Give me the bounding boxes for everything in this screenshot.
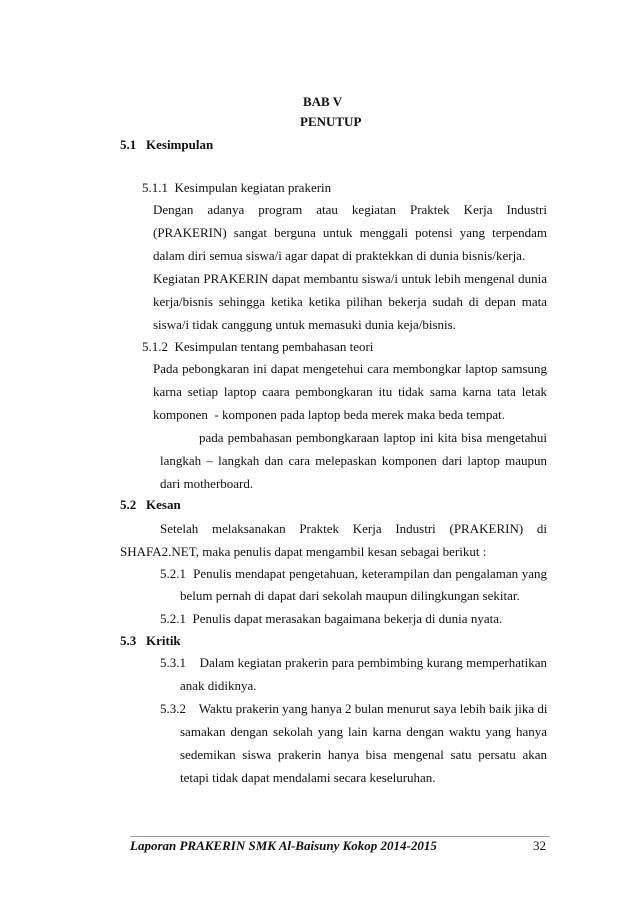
paragraph-line: kerja/bisnis sehingga ketika ketika pilihan bekerja sudah di depan mata xyxy=(153,294,547,309)
paragraph-line: siswa/i tidak canggung untuk memasuki dunia keja/bisnis. xyxy=(153,317,456,332)
paragraph-line: dari motherboard. xyxy=(160,476,254,491)
paragraph-line: Pada pebongkaran ini dapat mengetehui cara membongkar laptop samsung xyxy=(153,361,547,376)
paragraph-line: (PRAKERIN) sangat berguna untuk menggali potensi yang terpendam xyxy=(153,225,547,240)
list-item: 5.2.1 Penulis dapat merasakan bagaimana bekerja di dunia nyata. xyxy=(160,611,503,626)
paragraph-line: langkah – langkah dan cara melepaskan komponen dari laptop maupun xyxy=(160,453,547,468)
list-item-continuation: anak didiknya. xyxy=(180,678,257,693)
list-item-continuation: sedemikan siswa prakerin hanya bisa mengenal satu persatu akan xyxy=(180,747,547,762)
list-item: 5.3.2 Waktu prakerin yang hanya 2 bulan menurut saya lebih baik jika di xyxy=(160,701,548,716)
paragraph-line: Setelah melaksanakan Praktek Kerja Industri (PRAKERIN) di xyxy=(160,521,547,536)
paragraph-line: Dengan adanya program atau kegiatan Praktek Kerja Industri xyxy=(153,202,547,217)
paragraph-line: SHAFA2.NET, maka penulis dapat mengambil kesan sebagai berikut : xyxy=(120,544,487,559)
paragraph-line: karna setiap laptop caara pembongkaran itu tidak sama karna tata letak xyxy=(153,384,547,399)
subsection-heading-5-1-1: 5.1.1 Kesimpulan kegiatan prakerin xyxy=(142,180,332,195)
section-heading-kesimpulan: 5.1 Kesimpulan xyxy=(120,137,214,152)
footer-text: Laporan PRAKERIN SMK Al-Baisuny Kokop 2014-2015 xyxy=(130,838,437,853)
list-item-continuation: samakan dengan sekolah yang lain karna dengan waktu yang hanya xyxy=(180,724,547,739)
list-item-continuation: tetapi tidak dapat mendalami secara keseluruhan. xyxy=(180,770,436,785)
section-heading-kesan: 5.2 Kesan xyxy=(120,497,181,512)
paragraph-line: komponen - komponen pada laptop beda merek maka beda tempat. xyxy=(153,407,505,422)
chapter-title: PENUTUP xyxy=(300,114,362,129)
subsection-heading-5-1-2: 5.1.2 Kesimpulan tentang pembahasan teori xyxy=(142,339,374,354)
paragraph-line: pada pembahasan pembongkaraan laptop ini kita bisa mengetahui xyxy=(199,430,547,445)
list-item: 5.3.1 Dalam kegiatan prakerin para pembimbing kurang memperhatikan xyxy=(160,655,547,670)
chapter-number: BAB V xyxy=(303,94,343,109)
section-heading-kritik: 5.3 Kritik xyxy=(120,633,181,648)
paragraph-line: dalam diri semua siswa/i agar dapat di praktekkan di dunia bisnis/kerja. xyxy=(153,248,526,263)
page-number: 32 xyxy=(533,838,546,853)
list-item-continuation: belum pernah di dapat dari sekolah maupun dilingkungan sekitar. xyxy=(180,588,520,603)
list-item: 5.2.1 Penulis mendapat pengetahuan, keterampilan dan pengalaman yang xyxy=(160,566,547,581)
paragraph-line: Kegiatan PRAKERIN dapat membantu siswa/i untuk lebih mengenal dunia xyxy=(153,271,547,286)
